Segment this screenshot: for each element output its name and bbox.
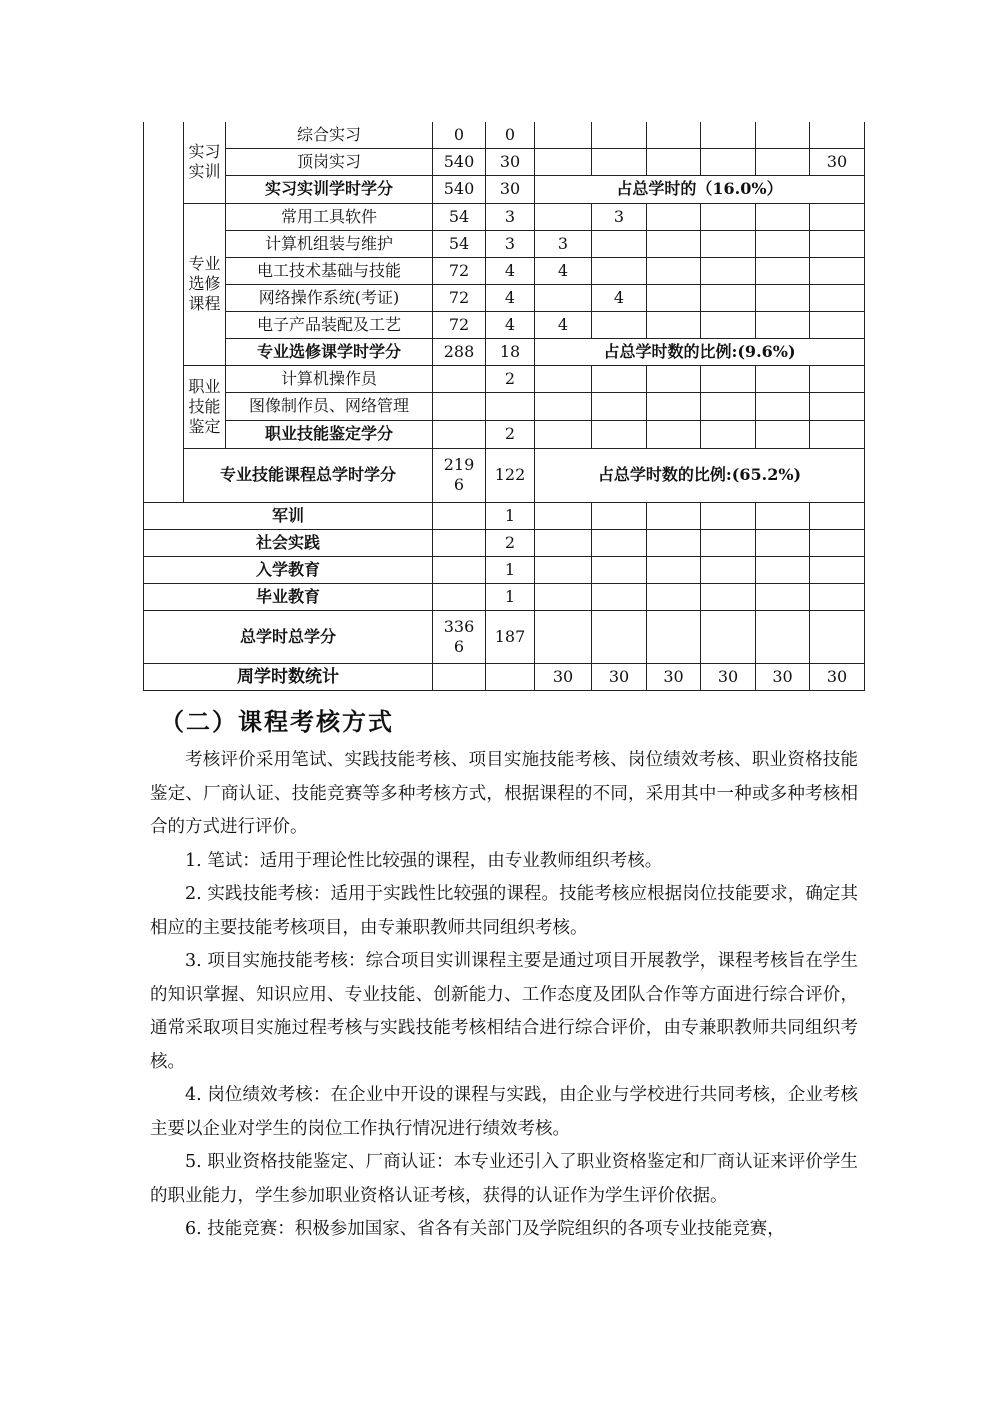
weekly-semester-1: 30	[535, 663, 592, 690]
course-credits: 30	[486, 148, 535, 175]
subtotal-row	[144, 175, 865, 203]
semester-6	[810, 203, 865, 230]
subtotal-row	[144, 420, 865, 448]
subtotal-ratio: 占总学时的（16.0%）	[535, 175, 865, 203]
semester-1	[535, 529, 592, 556]
grand-total-label: 总学时总学分	[144, 610, 433, 663]
semester-2	[592, 420, 647, 448]
semester-3	[647, 556, 701, 583]
semester-3	[647, 610, 701, 663]
section-body	[150, 744, 858, 1247]
semester-3	[647, 257, 701, 284]
outer-category-cell	[144, 122, 184, 502]
course-plan-table	[143, 122, 865, 691]
semester-4	[701, 203, 756, 230]
paragraph-project-skill: 3. 项目实施技能考核：综合项目实训课程主要是通过项目开展教学，课程考核旨在学生的知识掌握、知识应用、专业技能、创新能力、工作态度及团队合作等方面进行综合评价，通常采取项目实施过程考核与实践技能考核相结合进行综合评价，由专兼职教师共同组织考核。	[150, 951, 858, 1072]
semester-1	[535, 203, 592, 230]
weekly-semester-5: 30	[756, 663, 810, 690]
semester-2	[592, 311, 647, 338]
semester-6	[810, 610, 865, 663]
course-name: 顶岗实习	[226, 148, 433, 175]
course-hours: 540	[433, 148, 486, 175]
semester-2	[592, 392, 647, 420]
semester-5	[756, 148, 810, 175]
semester-2	[592, 122, 647, 148]
table-row	[144, 502, 865, 529]
skill-total-row	[144, 448, 865, 502]
course-hours: 72	[433, 311, 486, 338]
item-label: 军训	[144, 502, 433, 529]
semester-5	[756, 311, 810, 338]
table-row	[144, 529, 865, 556]
semester-3	[647, 203, 701, 230]
semester-4	[701, 556, 756, 583]
course-name: 计算机操作员	[226, 365, 433, 392]
semester-5	[756, 203, 810, 230]
item-credits: 2	[486, 529, 535, 556]
course-credits: 3	[486, 230, 535, 257]
semester-5	[756, 230, 810, 257]
semester-5	[756, 420, 810, 448]
semester-1	[535, 583, 592, 610]
semester-2	[592, 529, 647, 556]
semester-4	[701, 122, 756, 148]
semester-3	[647, 502, 701, 529]
group-label-shixi: 实习 实训	[184, 122, 226, 203]
semester-1: 4	[535, 311, 592, 338]
semester-6	[810, 529, 865, 556]
semester-3	[647, 311, 701, 338]
semester-5	[756, 556, 810, 583]
semester-6	[810, 284, 865, 311]
semester-4	[701, 257, 756, 284]
course-hours	[433, 365, 486, 392]
item-label: 社会实践	[144, 529, 433, 556]
semester-1: 4	[535, 257, 592, 284]
semester-6	[810, 311, 865, 338]
table-row	[144, 203, 865, 230]
paragraph-practical-skill: 2. 实践技能考核：适用于实践性比较强的课程。技能考核应根据岗位技能要求，确定其相应的主要技能考核项目，由专兼职教师共同组织考核。	[150, 884, 858, 938]
subtotal-hours: 288	[433, 338, 486, 365]
table-row	[144, 583, 865, 610]
course-name: 常用工具软件	[226, 203, 433, 230]
semester-2	[592, 556, 647, 583]
semester-6	[810, 122, 865, 148]
item-credits: 1	[486, 583, 535, 610]
skill-total-label: 专业技能课程总学时学分	[184, 448, 433, 502]
semester-4	[701, 583, 756, 610]
subtotal-hours: 540	[433, 175, 486, 203]
group-label-jianding: 职业 技能 鉴定	[184, 365, 226, 448]
semester-1: 3	[535, 230, 592, 257]
semester-5	[756, 257, 810, 284]
semester-1	[535, 556, 592, 583]
course-credits: 0	[486, 122, 535, 148]
semester-3	[647, 583, 701, 610]
skill-total-ratio: 占总学时数的比例:(65.2%)	[535, 448, 865, 502]
course-hours: 72	[433, 257, 486, 284]
table-row	[144, 257, 865, 284]
paragraph-competition: 6. 技能竞赛：积极参加国家、省各有关部门及学院组织的各项专业技能竞赛，	[185, 1219, 785, 1239]
paragraph-written-exam: 1. 笔试：适用于理论性比较强的课程，由专业教师组织考核。	[185, 850, 663, 871]
item-hours	[433, 556, 486, 583]
course-name: 综合实习	[226, 122, 433, 148]
grand-total-hours: 336 6	[433, 610, 486, 663]
subtotal-label: 实习实训学时学分	[226, 175, 433, 203]
course-name: 电工技术基础与技能	[226, 257, 433, 284]
table-row	[144, 230, 865, 257]
weekly-hours-blank	[433, 663, 486, 690]
semester-4	[701, 502, 756, 529]
semester-4	[701, 230, 756, 257]
semester-6	[810, 420, 865, 448]
semester-6	[810, 392, 865, 420]
item-credits: 1	[486, 556, 535, 583]
semester-2	[592, 365, 647, 392]
skill-total-hours: 219 6	[433, 448, 486, 502]
semester-2	[592, 502, 647, 529]
semester-6	[810, 230, 865, 257]
subtotal-label: 职业技能鉴定学分	[226, 420, 433, 448]
course-name: 图像制作员、网络管理	[226, 392, 433, 420]
weekly-semester-4: 30	[701, 663, 756, 690]
course-hours: 54	[433, 203, 486, 230]
weekly-semester-2: 30	[592, 663, 647, 690]
semester-1	[535, 365, 592, 392]
item-label: 毕业教育	[144, 583, 433, 610]
semester-3	[647, 420, 701, 448]
semester-4	[701, 420, 756, 448]
skill-total-credits: 122	[486, 448, 535, 502]
semester-4	[701, 529, 756, 556]
table-row	[144, 311, 865, 338]
table-row	[144, 284, 865, 311]
semester-5	[756, 392, 810, 420]
course-hours: 72	[433, 284, 486, 311]
semester-3	[647, 148, 701, 175]
subtotal-credits: 2	[486, 420, 535, 448]
semester-6	[810, 257, 865, 284]
semester-6: 30	[810, 148, 865, 175]
semester-2	[592, 230, 647, 257]
course-credits: 4	[486, 257, 535, 284]
semester-4	[701, 610, 756, 663]
course-name: 网络操作系统(考证)	[226, 284, 433, 311]
grand-total-credits: 187	[486, 610, 535, 663]
subtotal-credits: 18	[486, 338, 535, 365]
section-heading: （二）课程考核方式	[160, 708, 394, 736]
course-hours	[433, 392, 486, 420]
semester-2	[592, 257, 647, 284]
subtotal-hours	[433, 420, 486, 448]
semester-2	[592, 148, 647, 175]
semester-4	[701, 284, 756, 311]
semester-5	[756, 122, 810, 148]
paragraph-job-performance: 4. 岗位绩效考核：在企业中开设的课程与实践，由企业与学校进行共同考核，企业考核主要以企业对学生的岗位工作执行情况进行绩效考核。	[150, 1085, 858, 1139]
group-label-xuanxiu: 专业 选修 课程	[184, 203, 226, 365]
item-hours	[433, 583, 486, 610]
semester-3	[647, 122, 701, 148]
semester-1	[535, 420, 592, 448]
grand-total-row	[144, 610, 865, 663]
course-credits	[486, 392, 535, 420]
semester-3	[647, 284, 701, 311]
semester-1	[535, 610, 592, 663]
course-credits: 4	[486, 284, 535, 311]
weekly-semester-3: 30	[647, 663, 701, 690]
semester-4	[701, 392, 756, 420]
subtotal-credits: 30	[486, 175, 535, 203]
paragraph-certification: 5. 职业资格技能鉴定、厂商认证：本专业还引入了职业资格鉴定和厂商认证来评价学生的职业能力，学生参加职业资格认证考核，获得的认证作为学生评价依据。	[150, 1152, 858, 1206]
semester-5	[756, 502, 810, 529]
semester-2	[592, 610, 647, 663]
semester-4	[701, 365, 756, 392]
subtotal-ratio: 占总学时数的比例:(9.6%)	[535, 338, 865, 365]
semester-5	[756, 610, 810, 663]
semester-3	[647, 365, 701, 392]
course-hours: 0	[433, 122, 486, 148]
semester-6	[810, 583, 865, 610]
course-name: 电子产品装配及工艺	[226, 311, 433, 338]
item-hours	[433, 529, 486, 556]
course-name: 计算机组装与维护	[226, 230, 433, 257]
semester-1	[535, 148, 592, 175]
semester-4	[701, 148, 756, 175]
semester-4	[701, 311, 756, 338]
table-row	[144, 392, 865, 420]
item-credits: 1	[486, 502, 535, 529]
paragraph-intro: 考核评价采用笔试、实践技能考核、项目实施技能考核、岗位绩效考核、职业资格技能鉴定、厂商认证、技能竞赛等多种考核方式，根据课程的不同，采用其中一种或多种考核相合的方式进行评价。	[150, 750, 858, 837]
table-row	[144, 365, 865, 392]
table-row	[144, 122, 865, 148]
weekly-hours-label: 周学时数统计	[144, 663, 433, 690]
semester-5	[756, 583, 810, 610]
semester-2: 4	[592, 284, 647, 311]
semester-6	[810, 502, 865, 529]
item-label: 入学教育	[144, 556, 433, 583]
semester-2	[592, 583, 647, 610]
semester-1	[535, 392, 592, 420]
semester-2: 3	[592, 203, 647, 230]
semester-5	[756, 284, 810, 311]
semester-6	[810, 365, 865, 392]
subtotal-label: 专业选修课学时学分	[226, 338, 433, 365]
table-row	[144, 148, 865, 175]
semester-3	[647, 230, 701, 257]
semester-1	[535, 284, 592, 311]
semester-1	[535, 122, 592, 148]
semester-5	[756, 365, 810, 392]
course-credits: 2	[486, 365, 535, 392]
weekly-hours-row	[144, 663, 865, 690]
item-hours	[433, 502, 486, 529]
course-credits: 3	[486, 203, 535, 230]
semester-6	[810, 556, 865, 583]
semester-3	[647, 392, 701, 420]
course-hours: 54	[433, 230, 486, 257]
weekly-semester-6: 30	[810, 663, 865, 690]
semester-1	[535, 502, 592, 529]
semester-3	[647, 529, 701, 556]
semester-5	[756, 529, 810, 556]
weekly-credits-blank	[486, 663, 535, 690]
course-credits: 4	[486, 311, 535, 338]
subtotal-row	[144, 338, 865, 365]
table-row	[144, 556, 865, 583]
